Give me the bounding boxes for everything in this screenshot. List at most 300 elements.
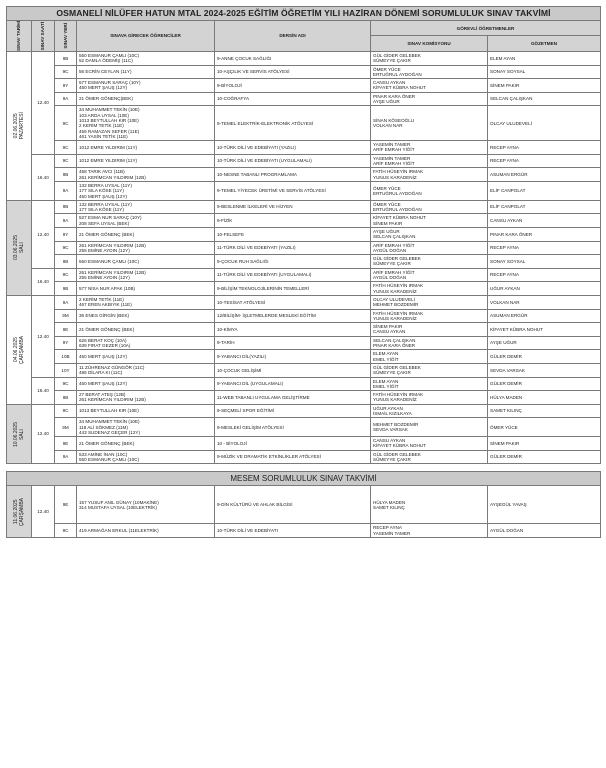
- supervisor-name: ASUMAN ERGÜR: [488, 309, 601, 323]
- course-name: 10-TÜRK DİLİ VE EDEBİYATI (YAZILI): [215, 141, 371, 155]
- supervisor-name: SİNEM PAKIR: [488, 437, 601, 451]
- supervisor-name: ELEM AYAN: [488, 51, 601, 65]
- supervisor-name: ÖMER YÜCE: [488, 418, 601, 437]
- supervisor-name: ASUMAN ERGÜR: [488, 168, 601, 182]
- commission-teacher: FATİH HÜSEYİN IRMAK: [373, 169, 424, 175]
- student-entry: 118 ALİ SÖKMEZ (11M): [79, 424, 128, 430]
- course-name: 9-MESLEKİ GELİŞİM ATÖLYESİ: [215, 418, 371, 437]
- supervisor-name: AYŞEGÜL YAVAŞ: [488, 486, 601, 524]
- exam-room: 9E: [55, 437, 77, 451]
- student-list: [77, 391, 215, 405]
- commission-cell: [371, 437, 488, 451]
- commission-teacher: YUNUS KARADENİZ: [373, 397, 417, 403]
- exam-row: [7, 268, 601, 282]
- student-entry: 56 ECRİN CEYLAN (11Y): [79, 69, 132, 75]
- exam-room: 9B: [55, 282, 77, 296]
- student-entry: 527 ESMA NUR SARAÇ (10Y): [79, 215, 142, 221]
- commission-cell: [371, 377, 488, 391]
- header-time: SINAV SAATİ: [32, 21, 55, 52]
- course-name: 9-YABANCI DİL (UYGULAMALI): [215, 377, 371, 391]
- commission-teacher: CANSU AYKAN: [373, 80, 406, 86]
- commission-teacher: ÖMER YÜCE: [373, 185, 401, 191]
- header-date: SINAV TARİHİ: [7, 21, 32, 52]
- student-list: [77, 309, 215, 323]
- header-students: SINAVA GİRECEK ÖĞRENCİLER: [77, 21, 215, 52]
- mesem-title-row: [7, 472, 601, 486]
- commission-teacher: SİNEM PAKIR: [373, 220, 403, 226]
- commission-teacher: SÜMEYYE ÇAKIR: [373, 58, 411, 64]
- exam-room: 9C: [55, 404, 77, 418]
- student-entry: 486 DİLARA KI (11C): [79, 370, 123, 376]
- exam-room: 9B: [55, 168, 77, 182]
- supervisor-name: ELİF CANPOLAT: [488, 200, 601, 214]
- exam-row: [7, 404, 601, 418]
- student-list: [77, 323, 215, 337]
- commission-cell: [371, 241, 488, 255]
- student-list: [77, 404, 215, 418]
- commission-teacher: YASEMİN TAMER: [373, 530, 411, 536]
- supervisor-name: GÜLER DEMİR: [488, 377, 601, 391]
- supervisor-name: RECEP AYNA: [488, 154, 601, 168]
- course-name: 9-SEÇMELİ SPOR EĞİTİMİ: [215, 404, 371, 418]
- commission-cell: [371, 181, 488, 200]
- exam-row: [7, 350, 601, 364]
- commission-cell: [371, 295, 488, 309]
- commission-teacher: MEHMET BOZDEMİR: [373, 302, 419, 308]
- supervisor-name: RECEP AYNA: [488, 141, 601, 155]
- exam-room: 9C: [55, 65, 77, 79]
- exam-room: 9A: [55, 181, 77, 200]
- commission-teacher: YUNUS KARADENİZ: [373, 315, 417, 321]
- commission-teacher: ARİF EMRAH YİĞİT: [373, 242, 415, 248]
- course-name: 12/BİLİŞİM- İŞLETMELERDE MESLEKİ EĞİTİM: [215, 309, 371, 323]
- course-name: 9-ÇOCUK RUH SAĞLIĞI: [215, 255, 371, 269]
- commission-teacher: SÜMEYYE ÇAKIR: [373, 370, 411, 376]
- course-name: 9-TEMEL ELEKTRİK-ELEKTRONİK ATÖLYESİ: [215, 106, 371, 141]
- exam-date: 04.06.2025: [13, 337, 19, 363]
- supervisor-name: ELİF CANPOLAT: [488, 181, 601, 200]
- exam-row: [7, 241, 601, 255]
- commission-teacher: ARİF EMRAH YİĞİT: [373, 147, 415, 153]
- commission-teacher: SİNAN KÖSEOĞLU: [373, 117, 415, 123]
- commission-cell: [371, 92, 488, 106]
- commission-teacher: EMEL YİĞİT: [373, 383, 399, 389]
- student-entry: 533 AMİNE İNAN (10C): [79, 451, 128, 457]
- course-name: 10-TESİSAT ATÖLYESİ: [215, 295, 371, 309]
- exam-row: [7, 141, 601, 155]
- exam-row: [7, 391, 601, 405]
- commission-cell: [371, 79, 488, 93]
- student-entry: 450 MERT ŞAUŞ (12Y): [79, 353, 128, 359]
- supervisor-name: SİNEM PAKIR: [488, 79, 601, 93]
- student-entry: 1012 EMRE YILDIRIM (11Y): [79, 158, 138, 164]
- student-entry: 2 KERİM TETİK (11E): [79, 123, 124, 129]
- student-entry: 1013 BEYTULLAH KIR (10E): [79, 408, 139, 414]
- commission-teacher: HÜLYA MADEN: [373, 499, 406, 505]
- exam-date: 03.06.2025: [13, 235, 19, 261]
- exam-row: [7, 437, 601, 451]
- commission-cell: [371, 154, 488, 168]
- commission-teacher: YUNUS KARADENİZ: [373, 288, 417, 294]
- course-name: 10-AŞÇILIK VE SERVİS ATÖLYESİ: [215, 65, 371, 79]
- commission-teacher: AYŞE UĞUR: [373, 99, 400, 105]
- student-entry: 132 BERRA UYSAL (11Y): [79, 182, 132, 188]
- commission-teacher: SİNEM PAKIR: [373, 324, 403, 330]
- commission-teacher: EMEL YİĞİT: [373, 356, 399, 362]
- exam-room: 9A: [55, 214, 77, 228]
- commission-cell: [371, 268, 488, 282]
- header-course: DERSİN ADI: [215, 21, 371, 52]
- course-name: 10-TÜRK DİLİ VE EDEBİYATI: [215, 524, 371, 538]
- commission-cell: [371, 227, 488, 241]
- supervisor-name: AYŞE UĞUR: [488, 336, 601, 350]
- course-name: 10 - BİYOLOJİ: [215, 437, 371, 451]
- commission-teacher: AYGÜL DOĞAN: [373, 275, 407, 281]
- exam-day: ÇARŞAMBA: [19, 497, 25, 526]
- supervisor-name: SELCAN ÇALIŞKAN: [488, 92, 601, 106]
- course-name: 10-TÜRK DİLİ VE EDEBİYATI (UYGULAMALI): [215, 154, 371, 168]
- commission-teacher: PINAR KARA ÖNER: [373, 93, 416, 99]
- student-entry: 208 SEFA UYSAL (BEK): [79, 220, 130, 226]
- commission-teacher: SEVDA VARSAK: [373, 427, 408, 433]
- course-name: 9-BİLİŞİM TEKNOLOJİLERİNİN TEMELLERİ: [215, 282, 371, 296]
- commission-teacher: GÜL GİDER GELEBEK: [373, 451, 421, 457]
- student-list: [77, 268, 215, 282]
- exam-row: [7, 106, 601, 141]
- page-title: OSMANELİ NİLÜFER HATUN MTAL 2024-2025 EĞİTİM ÖĞRETİM YILI HAZİRAN DÖNEMİ SORUMLULUK SINAV TAKVİMİ: [7, 7, 601, 21]
- exam-schedule-sheet: [6, 6, 600, 538]
- commission-cell: [371, 309, 488, 323]
- commission-teacher: CANSU AYKAN: [373, 438, 406, 444]
- exam-row: [7, 214, 601, 228]
- supervisor-name: RECEP AYNA: [488, 241, 601, 255]
- commission-teacher: AYGÜL DOĞAN: [373, 247, 407, 253]
- supervisor-name: OLCAY ULUDEVELİ: [488, 106, 601, 141]
- supervisor-name: GÜLER DEMİR: [488, 350, 601, 364]
- course-name: 10-COĞRAFYA: [215, 92, 371, 106]
- commission-teacher: ÖMER YÜCE: [373, 66, 401, 72]
- exam-room: 9C: [55, 106, 77, 141]
- student-entry: 11 ZÜHRENAZ GÜNGÖR (11C): [79, 364, 145, 370]
- commission-teacher: ELEM AYAN: [373, 378, 399, 384]
- student-entry: 261 KERİMCAN YILDIRIM (12B): [79, 242, 146, 248]
- commission-cell: [371, 168, 488, 182]
- exam-row: [7, 309, 601, 323]
- course-name: 9-TEMEL YİYECEK ÜRETİMİ VE SERVİS ATÖLYESİ: [215, 181, 371, 200]
- student-list: [77, 141, 215, 155]
- supervisor-name: SONAY SOYSAL: [488, 255, 601, 269]
- commission-cell: [371, 524, 488, 538]
- student-entry: 626 BERAT KOÇ (10A): [79, 337, 127, 343]
- exam-row: [7, 524, 601, 538]
- supervisor-name: VOLKAN NAR: [488, 295, 601, 309]
- commission-teacher: VOLKAN NAR: [373, 123, 403, 129]
- exam-day: ÇARŞAMBA: [19, 335, 25, 364]
- commission-teacher: ARİF EMRAH YİĞİT: [373, 161, 415, 167]
- commission-teacher: SAMET KILINÇ: [373, 504, 405, 510]
- commission-teacher: ERTUĞRUL AYDOĞAN: [373, 207, 422, 213]
- student-list: [77, 65, 215, 79]
- exam-room: 9B: [55, 51, 77, 65]
- exam-date-cell: [7, 486, 32, 538]
- exam-room: 9A: [55, 450, 77, 464]
- exam-date-cell: [7, 200, 32, 295]
- exam-row: [7, 168, 601, 182]
- student-entry: 314 MUSTAFA UYSAL (10ELEKTRİK): [79, 504, 157, 510]
- exam-room: 9Y: [55, 336, 77, 350]
- exam-row: [7, 377, 601, 391]
- exam-room: 9C: [55, 524, 77, 538]
- student-list: [77, 255, 215, 269]
- exam-day: SALI: [19, 428, 25, 440]
- course-name: 9-DİN KÜLTÜRÜ VE AHLAK BİLGİSİ: [215, 486, 371, 524]
- course-name: 9-ANNE ÇOCUK SAĞLIĞI: [215, 51, 371, 65]
- student-entry: 255 EMİNE AYDIN (12Y): [79, 275, 130, 281]
- exam-row: [7, 336, 601, 350]
- header-place: SINAV YERİ: [55, 21, 77, 52]
- header-teachers: GÖREVLİ ÖĞRETMENLER: [371, 21, 601, 36]
- student-list: [77, 450, 215, 464]
- student-entry: 261 KERİMCAN YILDIRIM (12B): [79, 397, 146, 403]
- commission-cell: [371, 51, 488, 65]
- exam-time: 12.40: [32, 486, 55, 538]
- commission-teacher: YASEMİN TAMER: [373, 155, 411, 161]
- student-entry: 132 BERRA UYSAL (11Y): [79, 201, 132, 207]
- exam-room: 10Y: [55, 363, 77, 377]
- student-list: [77, 524, 215, 538]
- spacer-row: [7, 464, 601, 472]
- exam-room: 9C: [55, 154, 77, 168]
- commission-cell: [371, 363, 488, 377]
- supervisor-name: HÜLYA MADEN: [488, 391, 601, 405]
- commission-cell: [371, 404, 488, 418]
- exam-time: 12.40: [32, 295, 55, 377]
- student-entry: 450 MERT ŞAUŞ (12Y): [79, 381, 128, 387]
- exam-room: 9A: [55, 295, 77, 309]
- commission-teacher: FATİH HÜSEYİN IRMAK: [373, 283, 424, 289]
- commission-teacher: UĞUR AYKAN: [373, 405, 403, 411]
- student-entry: 577 ESMANUR SARAÇ (10Y): [79, 80, 141, 86]
- commission-cell: [371, 350, 488, 364]
- student-entry: 1013 BEYTULLAH KIR (10E): [79, 117, 139, 123]
- student-entry: 450 MERT ŞAUŞ (12Y): [79, 85, 128, 91]
- exam-room: 10B: [55, 350, 77, 364]
- student-entry: 443 SUDENAZ GEÇER (12Y): [79, 429, 141, 435]
- student-entry: 177 SILA KÖSE (11Y): [79, 188, 124, 194]
- exam-row: [7, 79, 601, 93]
- student-list: [77, 168, 215, 182]
- student-list: [77, 282, 215, 296]
- exam-time: 12.40: [32, 200, 55, 268]
- commission-teacher: KİFAYET KÜBRA NOHUT: [373, 85, 426, 91]
- student-entry: 639 FIRAT GEZER (10A): [79, 343, 131, 349]
- exam-room: 9M: [55, 418, 77, 437]
- exam-date: 10.06.2025: [13, 421, 19, 447]
- commission-teacher: ÖMER YÜCE: [373, 201, 401, 207]
- commission-teacher: FATİH HÜSEYİN IRMAK: [373, 310, 424, 316]
- exam-room: 9Y: [55, 79, 77, 93]
- student-entry: 21 ÖMER GÖNENÇ(BEK): [79, 96, 133, 102]
- exam-date-cell: [7, 51, 32, 200]
- commission-teacher: KİFAYET KÜBRA NOHUT: [373, 443, 426, 449]
- schedule-table: [6, 6, 601, 538]
- course-name: 9-TARİH: [215, 336, 371, 350]
- commission-teacher: ERTUĞRUL AYDOĞAN: [373, 71, 422, 77]
- commission-teacher: SELCAN ÇALIŞKAN: [373, 337, 416, 343]
- supervisor-name: SAMET KILINÇ: [488, 404, 601, 418]
- course-name: 11-WEB TABANLI UYGULAMA GELİŞTİRME: [215, 391, 371, 405]
- commission-teacher: SÜMEYYE ÇAKIR: [373, 261, 411, 267]
- student-entry: 2 KERİM TETİK (11E): [79, 296, 124, 302]
- student-entry: 261 KERİMCAN YILDIRIM (12B): [79, 269, 146, 275]
- course-name: 10-FELSEFE: [215, 227, 371, 241]
- exam-room: 9C: [55, 268, 77, 282]
- course-name: 9-BİYOLOJİ: [215, 79, 371, 93]
- commission-teacher: ERTUĞRUL AYDOĞAN: [373, 190, 422, 196]
- exam-date-cell: [7, 404, 32, 464]
- student-list: [77, 350, 215, 364]
- student-entry: 450 MERT ŞAUŞ (12Y): [79, 193, 128, 199]
- course-name: 11-TÜRK DİLİ VE EDEBİYATI (UYGULAMALI): [215, 268, 371, 282]
- student-entry: 27 BERAT ATEŞ (12B): [79, 392, 126, 398]
- exam-row: [7, 295, 601, 309]
- exam-day: SALI: [19, 242, 25, 254]
- course-name: 10-KİMYA: [215, 323, 371, 337]
- student-list: [77, 241, 215, 255]
- course-name: 9-FİZİK: [215, 214, 371, 228]
- exam-room: 9E: [55, 486, 77, 524]
- student-entry: 467 EREN AKBIYIK (11E): [79, 302, 132, 308]
- exam-time: 12.40: [32, 404, 55, 464]
- exam-time: 16.40: [32, 154, 55, 200]
- student-entry: 419 ARMAĞAN ERKUL (11ELEKTRİK): [79, 528, 159, 534]
- commission-cell: [371, 141, 488, 155]
- student-list: [77, 200, 215, 214]
- student-list: [77, 51, 215, 65]
- exam-room: 9Y: [55, 227, 77, 241]
- exam-room: 9C: [55, 241, 77, 255]
- exam-day: PAZARTESİ: [19, 112, 25, 140]
- student-entry: 36 ENES GİRGİN (BEK): [79, 313, 130, 319]
- student-list: [77, 295, 215, 309]
- exam-room: 9M: [55, 309, 77, 323]
- exam-row: [7, 181, 601, 200]
- commission-cell: [371, 418, 488, 437]
- supervisor-name: SONAY SOYSAL: [488, 65, 601, 79]
- exam-row: [7, 363, 601, 377]
- spacer: [7, 464, 601, 472]
- commission-teacher: İSMAİL KIZILKAYA: [373, 411, 412, 416]
- commission-teacher: GÜL GİDER GELEBEK: [373, 52, 421, 58]
- student-list: [77, 154, 215, 168]
- student-entry: 550 ESMANUR ÇAMLI (10C): [79, 258, 139, 264]
- header-commission: SINAV KOMİSYONU: [371, 36, 488, 51]
- student-list: [77, 486, 215, 524]
- commission-cell: [371, 336, 488, 350]
- commission-teacher: AYŞE UĞUR: [373, 228, 400, 234]
- student-entry: 255 EMİNE AYDIN (12Y): [79, 247, 130, 253]
- student-entry: 21 ÖMER GÖNENÇ (BEK): [79, 231, 135, 237]
- commission-teacher: PINAR KARA ÖNER: [373, 343, 416, 349]
- commission-cell: [371, 486, 488, 524]
- supervisor-name: GÜLER DEMİR: [488, 450, 601, 464]
- commission-teacher: CANSU AYKAN: [373, 329, 406, 335]
- commission-teacher: SELCAN ÇALIŞKAN: [373, 234, 416, 240]
- student-entry: 21 ÖMER GÖNENÇ (BEK): [79, 440, 135, 446]
- student-entry: 1012 EMRE YILDIRIM (11Y): [79, 144, 138, 150]
- commission-cell: [371, 255, 488, 269]
- commission-teacher: SÜMEYYE ÇAKIR: [373, 457, 411, 463]
- commission-cell: [371, 391, 488, 405]
- exam-row: [7, 154, 601, 168]
- exam-room: 9E: [55, 323, 77, 337]
- student-entry: 458 TARIK AVCI (11B): [79, 169, 125, 175]
- student-entry: 52 DAMLA ÖDEMİŞ (11C): [79, 58, 133, 64]
- student-list: [77, 227, 215, 241]
- course-name: 9-BESLENME İLKELERİ VE HİJYEN: [215, 200, 371, 214]
- supervisor-name: CANSU AYKAN: [488, 214, 601, 228]
- course-name: 9-YABANCI DİL(YAZILI): [215, 350, 371, 364]
- exam-row: [7, 92, 601, 106]
- commission-teacher: FATİH HÜSEYİN IRMAK: [373, 392, 424, 398]
- exam-date: 02.06.2025: [13, 113, 19, 139]
- student-entry: 34 MUHAMMET TEKİN (10E): [79, 419, 140, 425]
- commission-teacher: YUNUS KARADENİZ: [373, 174, 417, 180]
- commission-teacher: YASEMİN TAMER: [373, 142, 411, 148]
- exam-date-cell: [7, 295, 32, 404]
- commission-cell: [371, 450, 488, 464]
- student-list: [77, 336, 215, 350]
- exam-room: 9B: [55, 255, 77, 269]
- student-list: [77, 214, 215, 228]
- student-entry: 461 YASİN TETİK (11E): [79, 133, 128, 139]
- exam-time: 16.40: [32, 377, 55, 404]
- commission-teacher: RECEP AYNA: [373, 525, 402, 531]
- student-list: [77, 437, 215, 451]
- commission-cell: [371, 214, 488, 228]
- exam-row: [7, 323, 601, 337]
- mesem-title: MESEM SORUMLULUK SINAV TAKVİMİ: [7, 472, 601, 486]
- commission-cell: [371, 65, 488, 79]
- commission-cell: [371, 323, 488, 337]
- course-name: 10-ÇOCUK GELİŞİMİ: [215, 363, 371, 377]
- student-entry: 21 ÖMER GÖNENÇ (BEK): [79, 326, 135, 332]
- commission-teacher: GÜL GİDER GELEBEK: [373, 364, 421, 370]
- exam-row: [7, 65, 601, 79]
- exam-room: 9B: [55, 391, 77, 405]
- student-list: [77, 377, 215, 391]
- commission-teacher: KİFAYET KÜBRA NOHUT: [373, 215, 426, 221]
- student-list: [77, 363, 215, 377]
- student-entry: 456 RAMAZAN SEFER (11E): [79, 128, 140, 134]
- supervisor-name: AYGÜL DOĞAN: [488, 524, 601, 538]
- student-entry: 550 ESMANUR ÇAMLI (10C): [79, 52, 139, 58]
- student-list: [77, 92, 215, 106]
- commission-teacher: ELEM AYAN: [373, 351, 399, 357]
- commission-teacher: OLCAY ULUDEVELİ: [373, 296, 415, 302]
- course-name: 10-NESNE TABANLI PROGRAMLAMA: [215, 168, 371, 182]
- course-name: 9-MÜZİK VE DRAMATİK ETKİNLİKLER ATÖLYESİ: [215, 450, 371, 464]
- exam-row: [7, 418, 601, 437]
- supervisor-name: SEVDA VARSAK: [488, 363, 601, 377]
- student-list: [77, 418, 215, 437]
- header-supervisor: GÖZETMEN: [488, 36, 601, 51]
- supervisor-name: KİFAYET KÜBRA NOHUT: [488, 323, 601, 337]
- exam-row: [7, 200, 601, 214]
- exam-room: 9C: [55, 141, 77, 155]
- student-entry: 550 ESMANUR ÇAMLI (10C): [79, 457, 139, 463]
- header-row: [7, 21, 601, 36]
